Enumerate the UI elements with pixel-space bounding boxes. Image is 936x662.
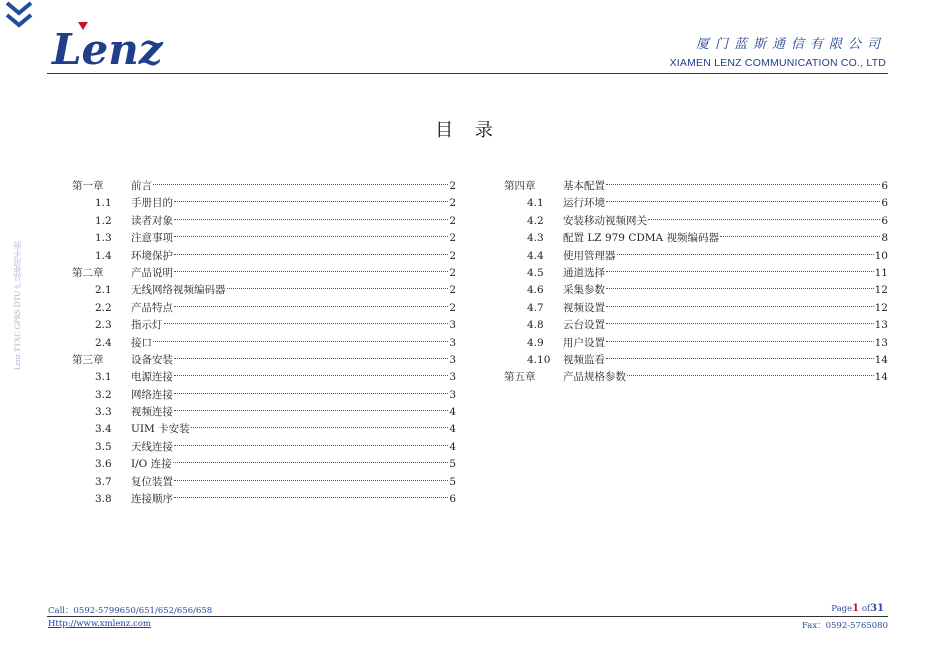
- toc-dot-leader: [627, 374, 874, 376]
- toc-entry-label: 指示灯: [131, 319, 163, 332]
- toc-entry-label: 安装移动视频网关: [563, 214, 647, 227]
- toc-entry[interactable]: [504, 195, 888, 212]
- toc-entry[interactable]: [72, 195, 456, 212]
- toc-entry-label: 环境保护: [131, 249, 173, 262]
- toc-entry[interactable]: [504, 352, 888, 369]
- toc-entry-number: 4.9: [527, 336, 544, 349]
- company-name-cn: 厦门蓝斯通信有限公司: [695, 37, 886, 52]
- footer-divider: [47, 616, 888, 617]
- toc-entry-label: 设备安装: [131, 353, 173, 366]
- toc-entry-number: 2.3: [95, 319, 112, 332]
- toc-entry-label: 云台设置: [563, 319, 605, 332]
- toc-entry[interactable]: [72, 404, 456, 421]
- toc-entry-number: 3.6: [95, 458, 112, 471]
- toc-entry[interactable]: [72, 387, 456, 404]
- toc-entry[interactable]: [504, 230, 888, 247]
- toc-entry-page: 3: [449, 336, 456, 349]
- toc-entry-number: 3.1: [95, 371, 112, 384]
- toc-entry-page: 14: [874, 353, 888, 366]
- toc-entry[interactable]: [72, 178, 456, 195]
- toc-entry-number: 第三章: [72, 353, 104, 366]
- toc-entry[interactable]: [72, 265, 456, 282]
- toc-entry-page: 6: [881, 180, 888, 192]
- toc-dot-leader: [174, 374, 448, 376]
- toc-entry-number: 4.7: [527, 301, 544, 314]
- toc-entry-label: 视频连接: [131, 406, 173, 419]
- toc-dot-leader: [174, 409, 448, 411]
- toc-entry-page: 2: [449, 301, 456, 314]
- toc-entry-label: 复位装置: [131, 475, 173, 488]
- toc-entry-page: 2: [449, 284, 456, 297]
- toc-entry[interactable]: [72, 300, 456, 317]
- toc-entry[interactable]: [504, 178, 888, 195]
- toc-title: 目 录: [435, 120, 501, 141]
- toc-entry-label: 接口: [131, 336, 152, 349]
- website-link[interactable]: Http://www.xmlenz.com: [48, 619, 151, 629]
- toc-entry-number: 1.2: [95, 214, 112, 227]
- toc-dot-leader: [174, 357, 448, 359]
- toc-entry[interactable]: [504, 248, 888, 265]
- toc-entry-page: 5: [449, 475, 456, 488]
- toc-dot-leader: [227, 287, 449, 289]
- page-current: 1: [852, 603, 860, 614]
- toc-entry[interactable]: [72, 282, 456, 299]
- toc-dot-leader: [174, 392, 448, 394]
- toc-entry-page: 3: [449, 319, 456, 332]
- toc-dot-leader: [174, 253, 448, 255]
- toc-dot-leader: [164, 322, 449, 324]
- toc-dot-leader: [173, 461, 449, 463]
- toc-entry-label: 产品特点: [131, 301, 173, 314]
- toc-entry[interactable]: [72, 317, 456, 334]
- toc-entry-page: 3: [449, 353, 456, 366]
- toc-entry-number: 3.5: [95, 440, 112, 453]
- footer-page-number: [831, 603, 884, 614]
- toc-entry[interactable]: [504, 335, 888, 352]
- toc-entry-page: 13: [874, 319, 888, 332]
- toc-entry-number: 第四章: [504, 180, 536, 192]
- toc-entry-label: 手册目的: [131, 197, 173, 210]
- toc-right-column: [504, 178, 888, 387]
- toc-entry-number: 1.1: [95, 197, 112, 210]
- toc-dot-leader: [606, 270, 874, 272]
- toc-entry-page: 3: [449, 371, 456, 384]
- company-name-en: XIAMEN LENZ COMMUNICATION CO., LTD: [669, 57, 886, 69]
- toc-entry-page: 2: [449, 232, 456, 245]
- toc-entry-label: 电源连接: [131, 371, 173, 384]
- toc-entry-label: 连接顺序: [131, 493, 173, 506]
- toc-dot-leader: [606, 200, 880, 202]
- toc-entry-number: 3.2: [95, 388, 112, 401]
- toc-entry[interactable]: [504, 282, 888, 299]
- page-of: of: [861, 604, 871, 614]
- toc-entry[interactable]: [72, 369, 456, 386]
- toc-entry-number: 4.8: [527, 319, 544, 332]
- toc-entry-label: 天线连接: [131, 440, 173, 453]
- toc-entry-page: 11: [874, 266, 888, 279]
- toc-entry-page: 6: [881, 214, 888, 227]
- toc-entry-number: 3.7: [95, 475, 112, 488]
- toc-entry-label: UIM 卡安装: [131, 423, 190, 436]
- toc-entry-number: 第五章: [504, 371, 536, 384]
- toc-entry[interactable]: [72, 335, 456, 352]
- toc-entry-page: 4: [449, 423, 456, 436]
- toc-dot-leader: [174, 235, 448, 237]
- toc-entry-number: 3.4: [95, 423, 112, 436]
- toc-dot-leader: [720, 235, 880, 237]
- toc-dot-leader: [174, 479, 448, 481]
- toc-dot-leader: [174, 444, 448, 446]
- toc-dot-leader: [606, 340, 874, 342]
- toc-entry-page: 4: [449, 406, 456, 419]
- toc-entry-page: 13: [874, 336, 888, 349]
- toc-entry-label: 使用管理器: [563, 249, 616, 262]
- toc-entry-label: 配置 LZ 979 CDMA 视频编码器: [563, 232, 719, 245]
- toc-entry-label: 前言: [131, 180, 152, 192]
- toc-entry-number: 2.4: [95, 336, 112, 349]
- toc-entry-page: 12: [874, 301, 888, 314]
- toc-entry-label: 产品规格参数: [563, 371, 626, 384]
- toc-dot-leader: [606, 183, 880, 185]
- toc-entry-page: 10: [874, 249, 888, 262]
- toc-entry-label: 视频监看: [563, 353, 605, 366]
- toc-entry-number: 4.1: [527, 197, 544, 210]
- toc-dot-leader: [153, 183, 448, 185]
- header-divider: [47, 73, 888, 74]
- toc-entry-page: 2: [449, 180, 456, 192]
- toc-entry[interactable]: [72, 474, 456, 491]
- toc-entry-number: 4.2: [527, 214, 544, 227]
- toc-entry[interactable]: [72, 230, 456, 247]
- toc-entry[interactable]: [504, 265, 888, 282]
- toc-entry-page: 12: [874, 284, 888, 297]
- toc-entry[interactable]: [72, 421, 456, 438]
- toc-entry-label: 通道选择: [563, 266, 605, 279]
- toc-entry-number: 1.3: [95, 232, 112, 245]
- toc-entry-number: 4.4: [527, 249, 544, 262]
- toc-entry-page: 2: [449, 214, 456, 227]
- toc-entry-label: 网络连接: [131, 388, 173, 401]
- lenz-logo: [50, 18, 178, 70]
- toc-entry-label: I/O 连接: [131, 458, 172, 471]
- toc-entry-page: 2: [449, 249, 456, 262]
- toc-entry-page: 8: [881, 232, 888, 245]
- toc-entry[interactable]: [504, 317, 888, 334]
- toc-dot-leader: [606, 305, 874, 307]
- toc-entry-number: 4.5: [527, 266, 544, 279]
- toc-entry[interactable]: [504, 369, 888, 386]
- toc-entry-page: 6: [449, 493, 456, 506]
- toc-entry[interactable]: [72, 456, 456, 473]
- toc-entry-number: 第二章: [72, 266, 104, 279]
- toc-entry-page: 6: [881, 197, 888, 210]
- toc-entry[interactable]: [72, 213, 456, 230]
- toc-entry-number: 2.1: [95, 284, 112, 297]
- toc-left-column: [72, 178, 456, 508]
- toc-dot-leader: [174, 305, 448, 307]
- toc-entry-label: 注意事项: [131, 232, 173, 245]
- toc-entry-number: 2.2: [95, 301, 112, 314]
- toc-entry-number: 4.3: [527, 232, 544, 245]
- double-chevron-down-icon: [4, 0, 34, 34]
- toc-entry-label: 采集参数: [563, 284, 605, 297]
- toc-dot-leader: [174, 270, 448, 272]
- toc-dot-leader: [648, 218, 880, 220]
- toc-entry-label: 视频设置: [563, 301, 605, 314]
- footer-phone: Call：0592-5799650/651/652/656/658: [48, 606, 213, 616]
- toc-entry-page: 2: [449, 197, 456, 210]
- toc-entry-page: 5: [449, 458, 456, 471]
- page-total: 31: [870, 603, 884, 614]
- toc-dot-leader: [606, 357, 874, 359]
- toc-entry-number: 4.10: [527, 353, 551, 366]
- toc-dot-leader: [153, 340, 448, 342]
- toc-dot-leader: [617, 253, 874, 255]
- toc-entry-number: 1.4: [95, 249, 112, 262]
- toc-entry-page: 4: [449, 440, 456, 453]
- toc-entry-page: 3: [449, 388, 456, 401]
- toc-entry[interactable]: [72, 352, 456, 369]
- toc-entry-label: 读者对象: [131, 214, 173, 227]
- toc-dot-leader: [174, 218, 448, 220]
- toc-entry-label: 运行环境: [563, 197, 605, 210]
- toc-dot-leader: [606, 322, 874, 324]
- toc-entry-label: 基本配置: [563, 180, 605, 192]
- toc-entry-label: 无线网络视频编码器: [131, 284, 226, 297]
- toc-entry-number: 4.6: [527, 284, 544, 297]
- toc-entry-number: 3.3: [95, 406, 112, 419]
- toc-dot-leader: [174, 496, 448, 498]
- toc-entry[interactable]: [72, 248, 456, 265]
- page-prefix: Page: [831, 604, 853, 614]
- toc-entry-label: 用户设置: [563, 336, 605, 349]
- toc-entry-label: 产品说明: [131, 266, 173, 279]
- toc-dot-leader: [606, 287, 874, 289]
- toc-entry-page: 2: [449, 266, 456, 279]
- toc-entry[interactable]: [72, 491, 456, 508]
- toc-entry[interactable]: [504, 213, 888, 230]
- toc-entry-number: 3.8: [95, 493, 112, 506]
- toc-entry-page: 14: [874, 371, 888, 384]
- toc-dot-leader: [174, 200, 448, 202]
- toc-entry-number: 第一章: [72, 180, 104, 192]
- svg-text:Lenz: Lenz: [52, 25, 163, 70]
- toc-entry[interactable]: [504, 300, 888, 317]
- footer-fax: Fax：0592-5765080: [801, 621, 888, 631]
- side-margin-text: Lenz TTXC GPRS DTU 产品使用手册: [13, 240, 22, 370]
- toc-entry[interactable]: [72, 439, 456, 456]
- toc-dot-leader: [191, 426, 449, 428]
